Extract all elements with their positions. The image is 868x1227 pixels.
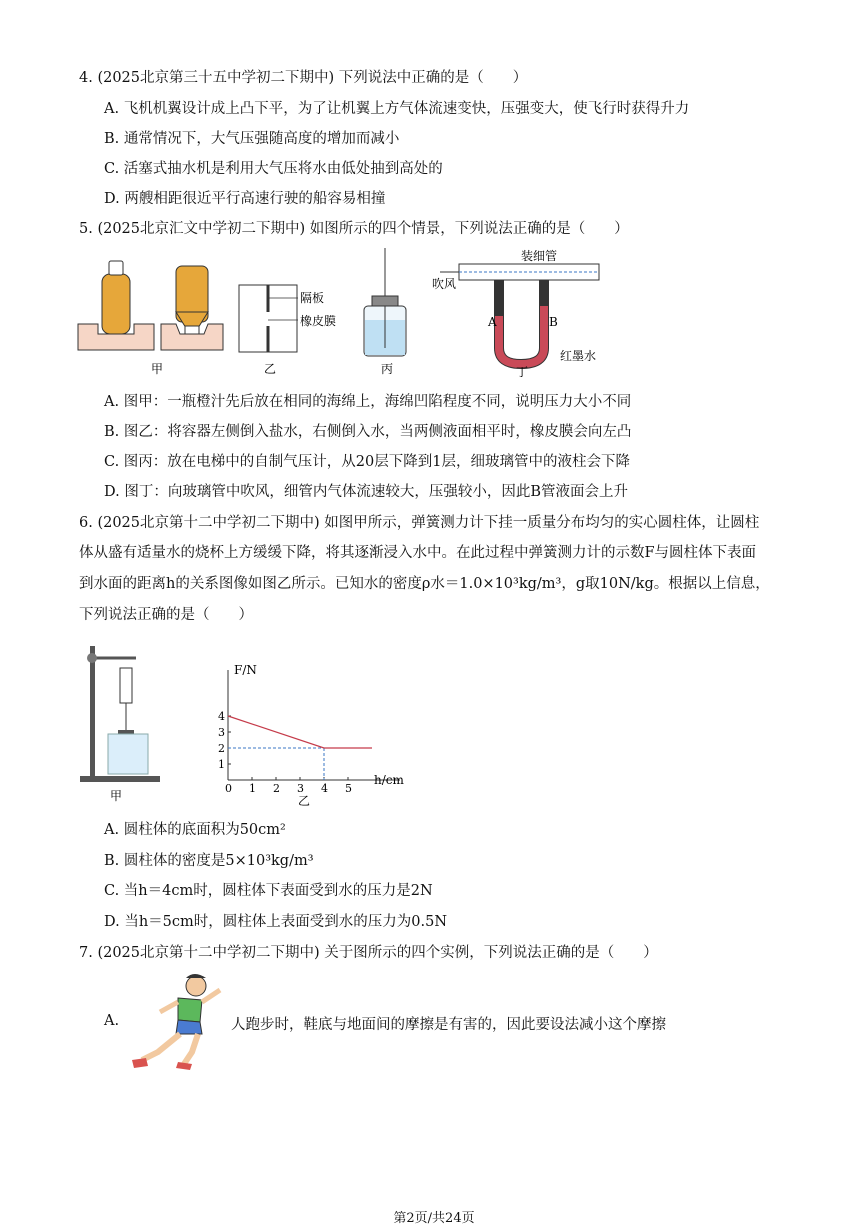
- x-tick-label: 4: [321, 782, 328, 795]
- fig-label-thin-tube: 装细管: [521, 249, 558, 263]
- q7-option-a-text: 人跑步时，鞋底与地面间的摩擦是有害的，因此要设法减小这个摩擦: [231, 1017, 666, 1033]
- y-tick-label: 4: [218, 710, 225, 723]
- q6-fig-jia-stand: [76, 638, 176, 803]
- fig-label-jia: 甲: [151, 362, 164, 376]
- fig-yi-container: [239, 285, 298, 352]
- q5-figure: [76, 248, 606, 378]
- fig-bing-barometer: [364, 248, 406, 356]
- fig-label-yi: 乙: [264, 362, 277, 376]
- q5-option-d: D. 图丁：向玻璃管中吹风，细管内气体流速较大，压强较小，因此B管液面会上升: [104, 484, 628, 500]
- q4-option-d: D. 两艘相距很近平行高速行驶的船容易相撞: [104, 191, 386, 207]
- y-tick-label: 2: [218, 742, 225, 755]
- fig-label-red-water: 红墨水: [560, 349, 597, 363]
- y-tick-label: 3: [218, 726, 225, 739]
- q5-option-b: B. 图乙：将容器左侧倒入盐水，右侧倒入水，当两侧液面相平时，橡皮膜会向左凸: [104, 424, 632, 440]
- x-axis-label: h/cm: [374, 773, 404, 787]
- q7-stem: 关于图所示的四个实例，下列说法正确的是（ ）: [324, 945, 658, 961]
- fig-jia-inverted-bottle: [161, 266, 223, 350]
- q4-source: (2025北京第三十五中学初二下期中): [97, 70, 335, 86]
- x-tick-label: 2: [273, 782, 280, 795]
- q6-stem-line-3: 到水面的距离h的关系图像如图乙所示。已知水的密度ρ水＝1.0×10³kg/m³，g取10N/kg。根据以上信息，: [79, 576, 770, 592]
- q4-option-a: A. 飞机机翼设计成上凸下平，为了让机翼上方气体流速变快，压强变大，使飞行时获得升力: [104, 101, 690, 117]
- q5-option-c: C. 图丙：放在电梯中的自制气压计，从20层下降到1层，细玻璃管中的液柱会下降: [104, 454, 630, 470]
- q7-source: (2025北京第十二中学初二下期中): [97, 945, 320, 961]
- x-tick-label: 3: [297, 782, 304, 795]
- q7-header: 7. (2025北京第十二中学初二下期中) 关于图所示的四个实例，下列说法正确的是（ ）: [79, 945, 658, 961]
- q4-number: 4.: [79, 70, 93, 86]
- q6-option-a: A. 圆柱体的底面积为50cm²: [104, 822, 286, 838]
- q6-header: 6. (2025北京第十二中学初二下期中) 如图甲所示，弹簧测力计下挂一质量分布均匀的实心圆柱体，让圆柱: [79, 515, 760, 531]
- fig-label-yi-2: 乙: [298, 794, 311, 808]
- y-axis-label: F/N: [234, 663, 257, 677]
- x-tick-label: 1: [249, 782, 256, 795]
- q6-chart: [210, 660, 410, 810]
- fig-label-bing: 丙: [381, 362, 394, 376]
- fig-label-rubber: 橡皮膜: [300, 314, 337, 328]
- x-tick-label: 0: [225, 782, 232, 795]
- y-tick-label: 1: [218, 758, 225, 771]
- q5-option-a: A. 图甲：一瓶橙汁先后放在相同的海绵上，海绵凹陷程度不同，说明压力大小不同: [104, 394, 632, 410]
- q4-stem: 下列说法中正确的是（ ）: [338, 70, 528, 86]
- q5-source: (2025北京汇文中学初二下期中): [97, 221, 306, 237]
- q6-option-b: B. 圆柱体的密度是5×10³kg/m³: [104, 853, 314, 869]
- q5-stem: 如图所示的四个情景，下列说法正确的是（ ）: [309, 221, 629, 237]
- q6-stem-line-4: 下列说法正确的是（ ）: [79, 607, 253, 623]
- q5-header: 5. (2025北京汇文中学初二下期中) 如图所示的四个情景，下列说法正确的是（ ）: [79, 221, 629, 237]
- q6-option-d: D. 当h＝5cm时，圆柱体上表面受到水的压力为0.5N: [104, 914, 448, 930]
- page-footer: 第2页/共24页: [393, 1211, 475, 1226]
- q4-header: [79, 66, 527, 87]
- fig-label-B: B: [549, 315, 558, 329]
- fig-label-jia-2: 甲: [110, 789, 123, 803]
- fig-jia-upright-bottle: [78, 261, 154, 350]
- q4-option-c: C. 活塞式抽水机是利用大气压将水由低处抽到高处的: [104, 161, 443, 177]
- q6-option-c: C. 当h＝4cm时，圆柱体下表面受到水的压力是2N: [104, 883, 433, 899]
- q6-stem-line-1: 如图甲所示，弹簧测力计下挂一质量分布均匀的实心圆柱体，让圆柱: [324, 515, 760, 531]
- fig-label-A: A: [488, 315, 497, 329]
- fig-label-ding: 丁: [516, 365, 529, 378]
- fig-label-partition: 隔板: [300, 291, 325, 305]
- fig-label-blow: 吹风: [432, 277, 457, 291]
- q7-option-a-label: A.: [104, 1013, 120, 1029]
- x-tick-label: 5: [345, 782, 352, 795]
- q4-option-b: B. 通常情况下，大气压强随高度的增加而减小: [104, 131, 400, 147]
- q6-stem-line-2: 体从盛有适量水的烧杯上方缓缓下降，将其逐渐浸入水中。在此过程中弹簧测力计的示数F与圆柱体下表面: [79, 545, 757, 561]
- runner-illustration: [128, 968, 233, 1073]
- q6-source: (2025北京第十二中学初二下期中): [97, 515, 320, 531]
- series-line: [228, 716, 372, 748]
